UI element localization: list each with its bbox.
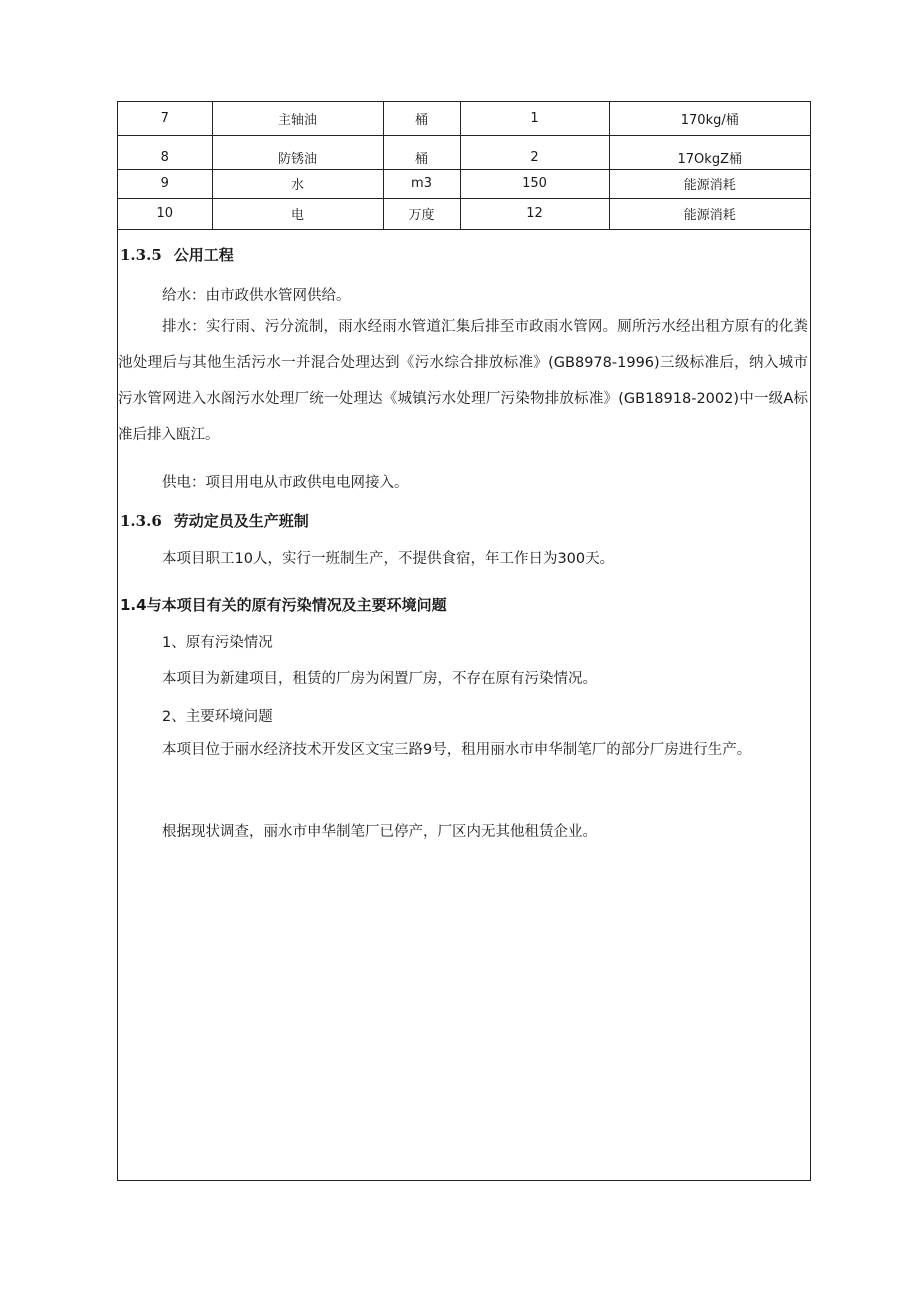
row-unit: 桶 bbox=[383, 135, 460, 169]
item1-title: 1、原有污染情况 bbox=[162, 635, 273, 651]
row-name: 主轴油 bbox=[212, 102, 383, 135]
materials-table bbox=[118, 102, 810, 230]
row-no: 7 bbox=[118, 102, 212, 135]
row-unit: 桶 bbox=[383, 102, 460, 135]
table-row bbox=[118, 198, 810, 229]
row-note: 能源消耗 bbox=[609, 198, 810, 229]
water-supply-text: 给水：由市政供水管网供给。 bbox=[162, 288, 351, 304]
row-qty: 150 bbox=[460, 169, 609, 198]
item2-paragraph: 本项目位于丽水经济技术开发区文宝三路9号，租用丽水市申华制笔厂的部分厂房进行生产。 bbox=[162, 742, 752, 758]
row-unit: m3 bbox=[383, 169, 460, 198]
row-unit: 万度 bbox=[383, 198, 460, 229]
drainage-paragraph: 排水：实行雨、污分流制，雨水经雨水管道汇集后排至市政雨水管网。厕所污水经出租方原有的化粪池处理后与其他生活污水一并混合处理达到《污水综合排放标准》(GB8978-1996)三级标准后，纳入城市污水管网进入水阁污水处理厂统一处理达《城镇污水处理厂污染物排放标准》(GB18918-2002)中一级A标准后排入瓯江。 bbox=[118, 319, 808, 443]
row-qty: 12 bbox=[460, 198, 609, 229]
section-14-heading: 1.4与本项目有关的原有污染情况及主要环境问题 bbox=[120, 596, 447, 614]
row-note: 17OkgZ桶 bbox=[609, 135, 810, 169]
section-number: 1.3.6 bbox=[120, 512, 162, 530]
row-no: 10 bbox=[118, 198, 212, 229]
section-135-heading bbox=[120, 244, 234, 265]
row-name: 水 bbox=[212, 169, 383, 198]
row-note: 能源消耗 bbox=[609, 169, 810, 198]
row-name: 防锈油 bbox=[212, 135, 383, 169]
section-title: 劳动定员及生产班制 bbox=[173, 512, 309, 530]
row-no: 8 bbox=[118, 135, 212, 169]
table-row bbox=[118, 169, 810, 198]
row-qty: 2 bbox=[460, 135, 609, 169]
power-supply-text: 供电：项目用电从市政供电电网接入。 bbox=[162, 475, 409, 491]
row-no: 9 bbox=[118, 169, 212, 198]
staffing-text: 本项目职工10人，实行一班制生产，不提供食宿，年工作日为300天。 bbox=[162, 551, 615, 567]
row-name: 电 bbox=[212, 198, 383, 229]
document-frame bbox=[117, 101, 811, 1181]
table-row bbox=[118, 102, 810, 135]
item1-text: 本项目为新建项目，租赁的厂房为闲置厂房，不存在原有污染情况。 bbox=[162, 671, 597, 687]
table-row bbox=[118, 135, 810, 169]
row-note: 170kg/桶 bbox=[609, 102, 810, 135]
item2-title: 2、主要环境问题 bbox=[162, 709, 273, 725]
section-title: 公用工程 bbox=[173, 246, 234, 264]
section-136-heading bbox=[120, 510, 309, 531]
row-qty: 1 bbox=[460, 102, 609, 135]
item2-paragraph-2: 根据现状调查，丽水市申华制笔厂已停产，厂区内无其他租赁企业。 bbox=[162, 824, 597, 840]
section-number: 1.3.5 bbox=[120, 246, 162, 264]
